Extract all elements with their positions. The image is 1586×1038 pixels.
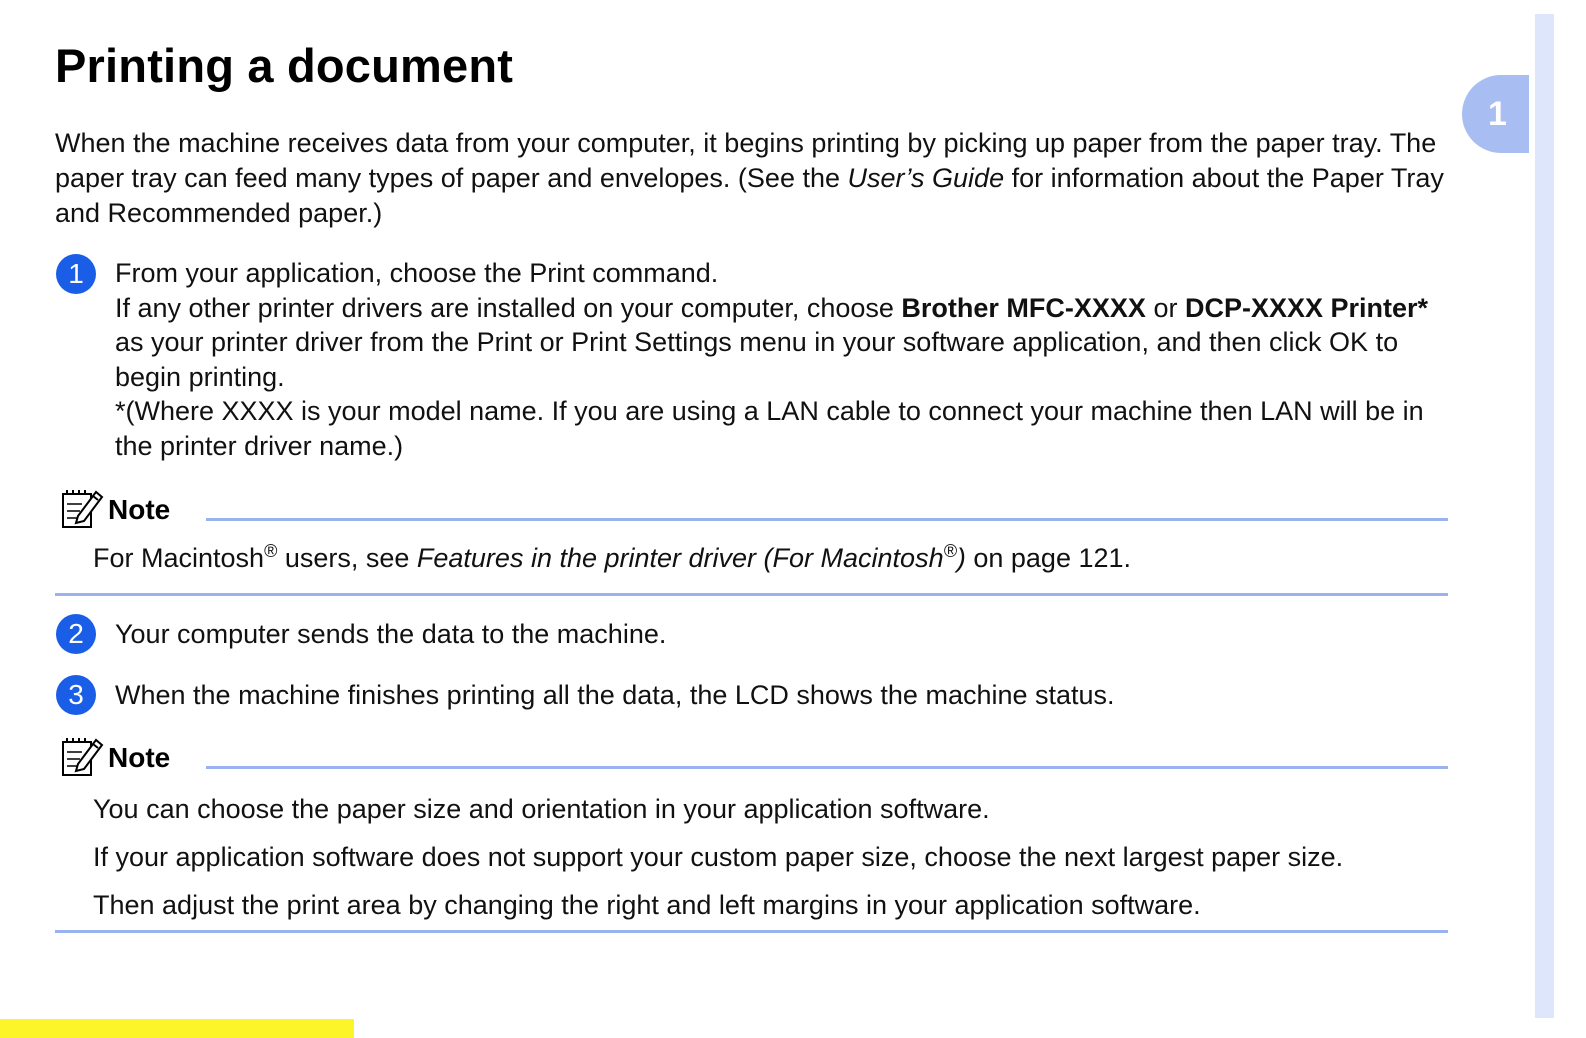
step-1-line-2: [115, 291, 1455, 395]
chapter-side-bar: [1535, 14, 1554, 1018]
note-1-end-rule: [55, 593, 1448, 596]
step-1-line-1: From your application, choose the Print command.: [115, 258, 719, 288]
step-1-badge: 1: [56, 254, 96, 294]
note-2-line-2: If your application software does not support your custom paper size, choose the next largest paper size.: [93, 842, 1344, 872]
note-1-header: [60, 488, 1450, 532]
note-pencil-icon: [60, 488, 104, 530]
note-1-xref-registered-mark: ®: [943, 541, 957, 561]
step-1-mfc-model: Brother MFC-XXXX: [901, 292, 1146, 323]
step-2-badge: 2: [56, 614, 96, 654]
intro-users-guide-ref: User’s Guide: [847, 163, 1005, 193]
note-1-text-pre: For Macintosh: [93, 543, 265, 573]
note-1-text-post: on page 121.: [965, 543, 1132, 573]
note-2-rule: [206, 766, 1448, 769]
step-1-line-3: *(Where XXXX is your model name. If you are using a LAN cable to connect your machine then LAN will be in the printer driver name.): [115, 396, 1424, 461]
intro-paragraph: [55, 126, 1455, 231]
note-1-xref-close: ): [956, 543, 966, 573]
note-2-end-rule: [55, 930, 1448, 933]
note-1-xref-text: Features in the printer driver (For Macintosh: [416, 543, 944, 573]
note-1-label: Note: [108, 494, 171, 525]
step-1-dcp-model: DCP-XXXX Printer*: [1184, 292, 1429, 323]
note-2-line-1: You can choose the paper size and orientation in your application software.: [93, 794, 990, 824]
step-1-text: [115, 256, 1455, 463]
highlight-bar: [0, 1019, 354, 1038]
step-1-or: or: [1145, 292, 1185, 323]
step-3-text: When the machine finishes printing all the data, the LCD shows the machine status.: [115, 680, 1115, 710]
note-2-label: Note: [108, 742, 171, 773]
step-1-line-2-pre: If any other printer drivers are installed on your computer, choose: [115, 292, 902, 323]
step-2-text: Your computer sends the data to the machine.: [115, 619, 667, 649]
intro-text-2: for information about the Paper Tray and Recommended paper.): [55, 163, 1444, 228]
step-3-badge: 3: [56, 675, 96, 715]
note-1-body: [93, 543, 1493, 574]
note-1-registered-mark: ®: [264, 541, 278, 561]
note-pencil-icon: [60, 736, 104, 778]
chapter-tab: 1: [1462, 75, 1529, 153]
note-1-text-mid: users, see: [277, 543, 417, 573]
page-title: Printing a document: [55, 39, 514, 92]
note-1-rule: [206, 518, 1448, 521]
note-1-xref: [417, 543, 966, 573]
intro-text-1: When the machine receives data from your computer, it begins printing by picking up paper from the paper tray. The paper tray can feed many types of paper and envelopes. (See the: [55, 128, 1437, 193]
note-2-body: [93, 785, 1493, 929]
note-2-line-3: Then adjust the print area by changing the right and left margins in your application software.: [93, 890, 1201, 920]
note-2-header: [60, 736, 1450, 780]
step-1-line-2-post: as your printer driver from the Print or Print Settings menu in your software application, and then click OK to begin printing.: [115, 327, 1399, 392]
